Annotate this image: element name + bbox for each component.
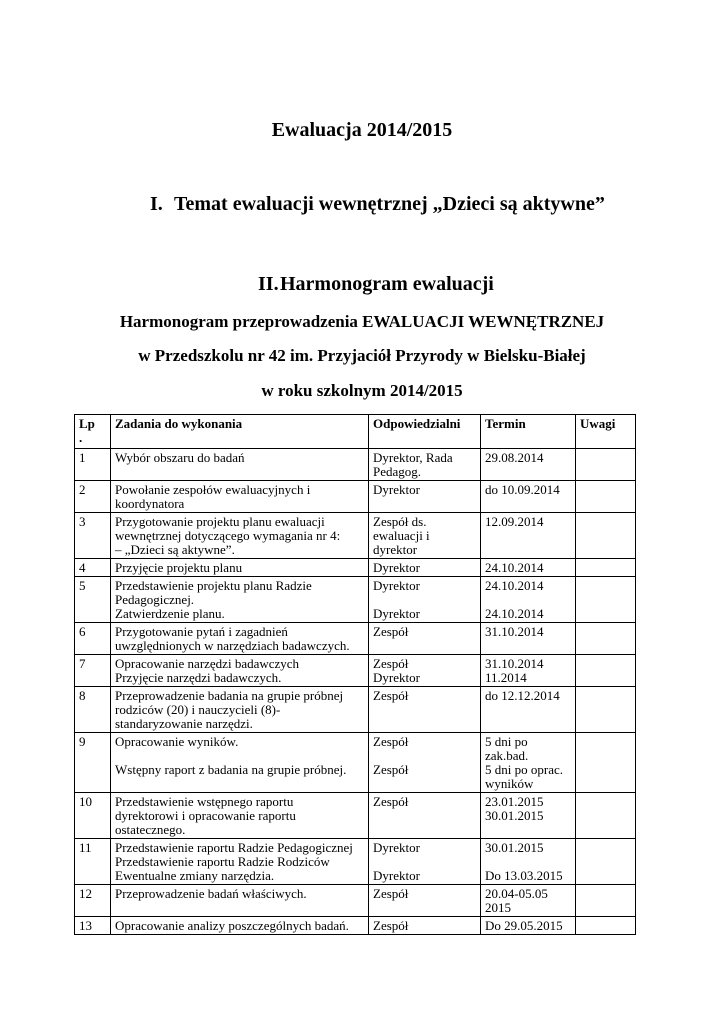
schedule-table [74,414,636,935]
cell-responsible-line: Zespół [373,794,409,809]
cell-notes [576,481,636,513]
cell-task-line: Przedstawienie raportu Radzie Rodziców [115,854,330,869]
cell-responsible-line: Zespół [373,688,409,703]
cell-responsible [369,793,481,839]
cell-notes [576,839,636,885]
cell-term-line: wyników [485,776,534,791]
cell-term-line: 5 dni po [485,734,528,749]
cell-notes [576,687,636,733]
cell-responsible-line: Zespół [373,656,409,671]
table-row [75,839,636,885]
cell-term-line: 5 dni po oprac. [485,762,563,777]
cell-responsible-line: Dyrektor [373,606,420,621]
cell-task-line: ostatecznego. [115,822,186,837]
cell-term-line: 24.10.2014 [485,578,544,593]
cell-term-line: Do 13.03.2015 [485,868,563,883]
cell-notes [576,793,636,839]
cell-responsible-line: ewaluacji i [373,528,430,543]
table-row [75,793,636,839]
cell-responsible [369,839,481,885]
cell-lp: 5 [75,577,111,623]
cell-task [111,577,369,623]
cell-term [481,885,576,917]
cell-task-line: Wstępny raport z badania na grupie próbnej. [115,762,347,777]
cell-term-line: 12.09.2014 [485,514,544,529]
table-row [75,623,636,655]
cell-task-line: Wybór obszaru do badań [115,450,245,465]
cell-term [481,449,576,481]
cell-term-line: do 10.09.2014 [485,482,560,497]
cell-term [481,793,576,839]
cell-task-line: Opracowanie narzędzi badawczych [115,656,300,671]
cell-notes [576,733,636,793]
cell-task-line: Opracowanie analizy poszczególnych badań. [115,918,349,933]
cell-term-line: do 12.12.2014 [485,688,560,703]
cell-responsible-line: Zespół [373,918,409,933]
cell-task-line: Przedstawienie raportu Radzie Pedagogicznej [115,840,353,855]
cell-term [481,513,576,559]
cell-task-line: rodziców (20) i nauczycieli (8)- [115,702,281,717]
cell-task [111,513,369,559]
cell-task-line: Przyjęcie narzędzi badawczych. [115,670,282,685]
cell-term [481,559,576,577]
header-notes: Uwagi [576,415,636,449]
cell-lp: 9 [75,733,111,793]
cell-responsible-line: Dyrektor [373,560,420,575]
table-row [75,733,636,793]
cell-notes [576,917,636,935]
header-responsible: Odpowiedzialni [369,415,481,449]
cell-term [481,917,576,935]
section-2-heading [258,273,494,296]
cell-responsible-line: Dyrektor [373,840,420,855]
cell-term-line: 30.01.2015 [485,808,544,823]
header-term: Termin [481,415,576,449]
cell-notes [576,885,636,917]
table-row [75,917,636,935]
cell-task [111,655,369,687]
cell-notes [576,513,636,559]
cell-task-line [115,749,364,763]
cell-lp: 8 [75,687,111,733]
cell-term [481,623,576,655]
cell-task-line: dyrektorowi i opracowanie raportu [115,808,296,823]
table-row [75,687,636,733]
cell-lp: 11 [75,839,111,885]
cell-task-line: Zatwierdzenie planu. [115,606,225,621]
cell-responsible-line: Zespół [373,886,409,901]
cell-responsible-line: Dyrektor [373,578,420,593]
cell-responsible-line: Zespół [373,734,409,749]
cell-term-line: 24.10.2014 [485,606,544,621]
cell-task [111,793,369,839]
cell-term-line: 20.04-05.05 [485,886,548,901]
cell-notes [576,655,636,687]
table-row [75,513,636,559]
cell-responsible [369,917,481,935]
cell-lp: 10 [75,793,111,839]
cell-task-line: Pedagogicznej. [115,592,195,607]
cell-term-line: Do 29.05.2015 [485,918,563,933]
document-title: Ewaluacja 2014/2015 [271,119,453,141]
table-row [75,449,636,481]
section-1-text: Temat ewaluacji wewnętrznej „Dzieci są aktywne” [174,193,605,215]
table-row [75,655,636,687]
cell-term-line: 31.10.2014 [485,656,544,671]
cell-task [111,449,369,481]
cell-term [481,481,576,513]
cell-task-line: Ewentualne zmiany narzędzia. [115,868,275,883]
cell-term [481,733,576,793]
cell-task-line: Powołanie zespołów ewaluacyjnych i [115,482,311,497]
cell-responsible [369,577,481,623]
cell-notes [576,449,636,481]
cell-task [111,687,369,733]
subtitle-line-3: w roku szkolnym 2014/2015 [261,381,463,400]
cell-term-line [485,593,571,607]
cell-term-line: 31.10.2014 [485,624,544,639]
cell-task-line: Przeprowadzenie badań właściwych. [115,886,307,901]
cell-task-line: standaryzowanie narzędzi. [115,716,253,731]
cell-responsible-line: Zespół [373,762,409,777]
cell-responsible [369,481,481,513]
table-row [75,885,636,917]
cell-responsible [369,733,481,793]
cell-lp: 2 [75,481,111,513]
table-row [75,577,636,623]
section-1-heading [150,193,605,216]
cell-responsible-line: Zespół [373,624,409,639]
cell-task-line: Przedstawienie projektu planu Radzie [115,578,312,593]
cell-responsible-line [373,749,476,763]
section-1-number: I. [150,193,163,215]
cell-responsible-line: dyrektor [373,542,418,557]
cell-notes [576,577,636,623]
cell-responsible-line: Dyrektor [373,482,420,497]
cell-term [481,577,576,623]
cell-task-line: – „Dzieci są aktywne”. [115,542,235,557]
table-row [75,559,636,577]
section-2-text: Harmonogram ewaluacji [280,273,494,295]
cell-responsible [369,449,481,481]
cell-task [111,559,369,577]
cell-task-line: Opracowanie wyników. [115,734,239,749]
cell-lp: 12 [75,885,111,917]
cell-term-line: 11.2014 [485,670,527,685]
cell-task [111,733,369,793]
cell-term [481,839,576,885]
cell-responsible [369,623,481,655]
header-lp: Lp . [75,415,111,449]
cell-term-line: 24.10.2014 [485,560,544,575]
section-2-number: II. [258,273,279,295]
cell-term-line: 29.08.2014 [485,450,544,465]
cell-task-line: wewnętrznej dotyczącego wymagania nr 4: [115,528,341,543]
cell-responsible-line: Dyrektor [373,868,420,883]
cell-responsible-line: Pedagog. [373,464,422,479]
cell-lp: 3 [75,513,111,559]
cell-task [111,917,369,935]
cell-responsible-line: Zespół ds. [373,514,427,529]
cell-notes [576,623,636,655]
cell-responsible-line [373,593,476,607]
cell-responsible [369,885,481,917]
subtitle-line-2: w Przedszkolu nr 42 im. Przyjaciół Przyrody w Bielsku-Białej [138,346,586,365]
cell-lp: 1 [75,449,111,481]
cell-term [481,655,576,687]
cell-task [111,481,369,513]
cell-responsible [369,655,481,687]
cell-task-line: Przedstawienie wstępnego raportu [115,794,294,809]
cell-term-line: 30.01.2015 [485,840,544,855]
cell-task-line: Przygotowanie projektu planu ewaluacji [115,514,325,529]
cell-term-line: zak.bad. [485,748,529,763]
cell-lp: 13 [75,917,111,935]
cell-term-line: 23.01.2015 [485,794,544,809]
cell-task-line: Przeprowadzenie badania na grupie próbnej [115,688,344,703]
cell-task [111,623,369,655]
cell-task-line: koordynatora [115,496,185,511]
cell-responsible-line [373,855,476,869]
cell-lp: 7 [75,655,111,687]
cell-task-line: Przygotowanie pytań i zagadnień [115,624,288,639]
cell-term-line [485,855,571,869]
cell-lp: 6 [75,623,111,655]
cell-responsible [369,687,481,733]
table-row [75,481,636,513]
cell-task-line: Przyjęcie projektu planu [115,560,243,575]
cell-term-line: 2015 [485,900,511,915]
table-body [75,449,636,935]
cell-term [481,687,576,733]
cell-task [111,839,369,885]
cell-responsible-line: Dyrektor [373,670,420,685]
cell-lp: 4 [75,559,111,577]
cell-notes [576,559,636,577]
cell-task [111,885,369,917]
table-header-row [75,415,636,449]
header-task: Zadania do wykonania [111,415,369,449]
cell-responsible [369,559,481,577]
cell-task-line: uwzględnionych w narzędziach badawczych. [115,638,350,653]
cell-responsible [369,513,481,559]
subtitle-line-1: Harmonogram przeprowadzenia EWALUACJI WEWNĘTRZNEJ [119,312,605,331]
cell-responsible-line: Dyrektor, Rada [373,450,453,465]
